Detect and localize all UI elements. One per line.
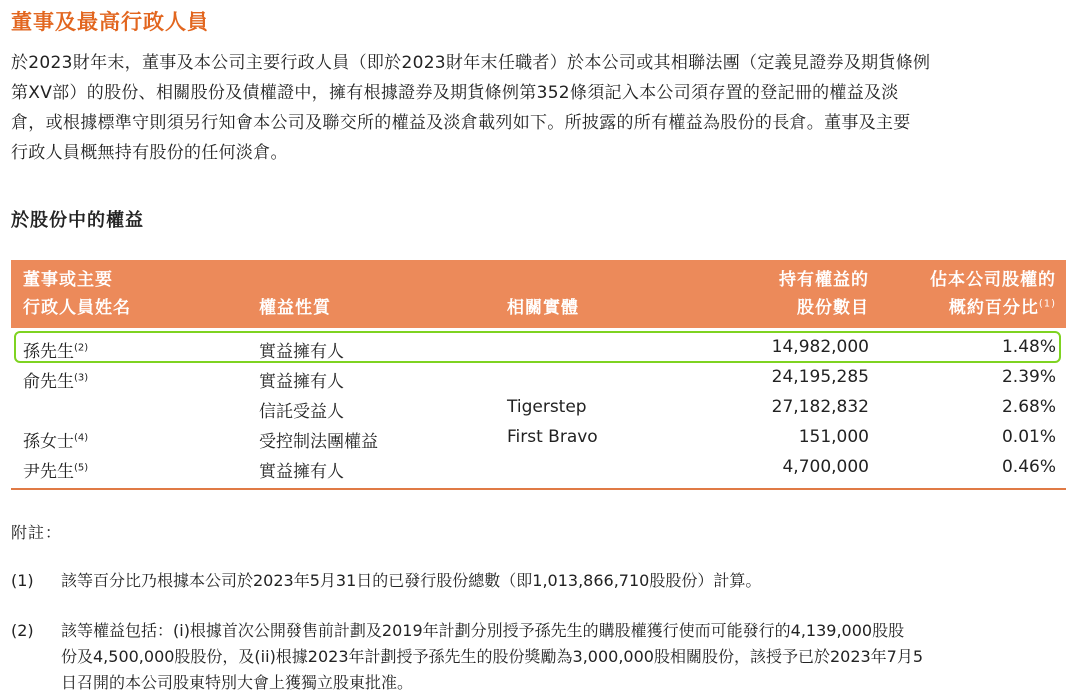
row-nature: 實益擁有人	[259, 462, 344, 482]
table-row	[11, 393, 1066, 423]
header-pct-line1: 佔本公司股權的	[930, 270, 1056, 290]
row-entity: First Bravo	[507, 427, 598, 447]
row-footnote: (2)	[74, 342, 89, 354]
table-row	[11, 423, 1066, 453]
note-line: 該等百分比乃根據本公司於2023年5月31日的已發行股份總數（即1,013,866,710股股份）計算。	[61, 571, 762, 590]
row-nature: 受控制法團權益	[259, 432, 378, 452]
header-pct-footnote: (1)	[1038, 298, 1056, 310]
note-text	[61, 568, 1071, 594]
intro-line: 倉，或根據標準守則須另行知會本公司及聯交所的權益及淡倉載列如下。所披露的所有權益為股份的長倉。董事及主要	[11, 113, 911, 133]
table-row	[11, 453, 1066, 483]
header-nature: 權益性質	[259, 298, 331, 318]
row-percentage: 0.01%	[1001, 427, 1056, 447]
header-name-line1: 董事或主要	[23, 270, 113, 290]
note-line: 份及4,500,000股股份，及(ii)根據2023年計劃授予孫先生的股份獎勵為3,000,000股相關股份，該授予已於2023年7月5	[61, 647, 924, 666]
header-name	[23, 266, 131, 322]
row-footnote: (4)	[74, 432, 89, 444]
row-percentage: 0.46%	[1001, 457, 1056, 477]
table-row	[11, 363, 1066, 393]
note-number: (2)	[11, 621, 34, 640]
intro-paragraph	[11, 48, 1071, 168]
row-percentage: 2.68%	[1001, 397, 1056, 417]
section-heading: 董事及最高行政人員	[11, 10, 209, 34]
note-line: 該等權益包括：(i)根據首次公開發售前計劃及2019年計劃分別授予孫先生的購股權獲行使而可能發行的4,139,000股股	[61, 621, 905, 640]
note-number: (1)	[11, 571, 34, 590]
row-name: 尹先生$^{(5)}$	[23, 462, 89, 482]
row-nature: 實益擁有人	[259, 342, 344, 362]
row-name: 孫女士$^{(4)}$	[23, 432, 89, 452]
row-highlight-box	[14, 331, 1061, 363]
header-pct-line2-text: 概約百分比	[948, 298, 1039, 318]
row-shares: 27,182,832	[771, 397, 869, 417]
row-name: 孫先生$^{(2)}$	[23, 342, 89, 362]
row-percentage: 2.39%	[1001, 367, 1056, 387]
header-shares-line2: 股份數目	[797, 298, 869, 318]
interests-table	[11, 260, 1066, 490]
row-name: 俞先生$^{(3)}$	[23, 372, 89, 392]
header-entity: 相關實體	[507, 298, 579, 318]
intro-line: 於2023財年末，董事及本公司主要行政人員（即於2023財年末任職者）於本公司或其相聯法團（定義見證券及期貨條例	[11, 53, 931, 73]
intro-line: 第XV部）的股份、相關股份及債權證中，擁有根據證券及期貨條例第352條須記入本公司須存置的登記冊的權益及淡	[11, 83, 899, 103]
intro-line: 行政人員概無持有股份的任何淡倉。	[11, 143, 288, 163]
row-shares: 4,700,000	[782, 457, 869, 477]
header-shares	[779, 266, 869, 322]
note-line: 日召開的本公司股東特別大會上獲獨立股東批准。	[61, 673, 414, 692]
header-percentage	[930, 266, 1056, 322]
row-shares: 151,000	[798, 427, 869, 447]
row-nature: 實益擁有人	[259, 372, 344, 392]
header-shares-line1: 持有權益的	[779, 270, 869, 290]
row-shares: 14,982,000	[771, 337, 869, 357]
header-name-line2: 行政人員姓名	[23, 298, 131, 318]
row-footnote: (5)	[74, 462, 89, 474]
row-footnote: (3)	[74, 372, 89, 384]
note-text	[61, 618, 1071, 696]
table-header	[11, 260, 1066, 328]
row-entity: Tigerstep	[507, 397, 587, 417]
row-shares: 24,195,285	[771, 367, 869, 387]
header-pct-line2	[930, 294, 1056, 322]
subsection-heading: 於股份中的權益	[11, 210, 144, 231]
row-nature: 信託受益人	[259, 402, 344, 422]
notes-title: 附註：	[11, 523, 63, 542]
row-percentage: 1.48%	[1001, 337, 1056, 357]
